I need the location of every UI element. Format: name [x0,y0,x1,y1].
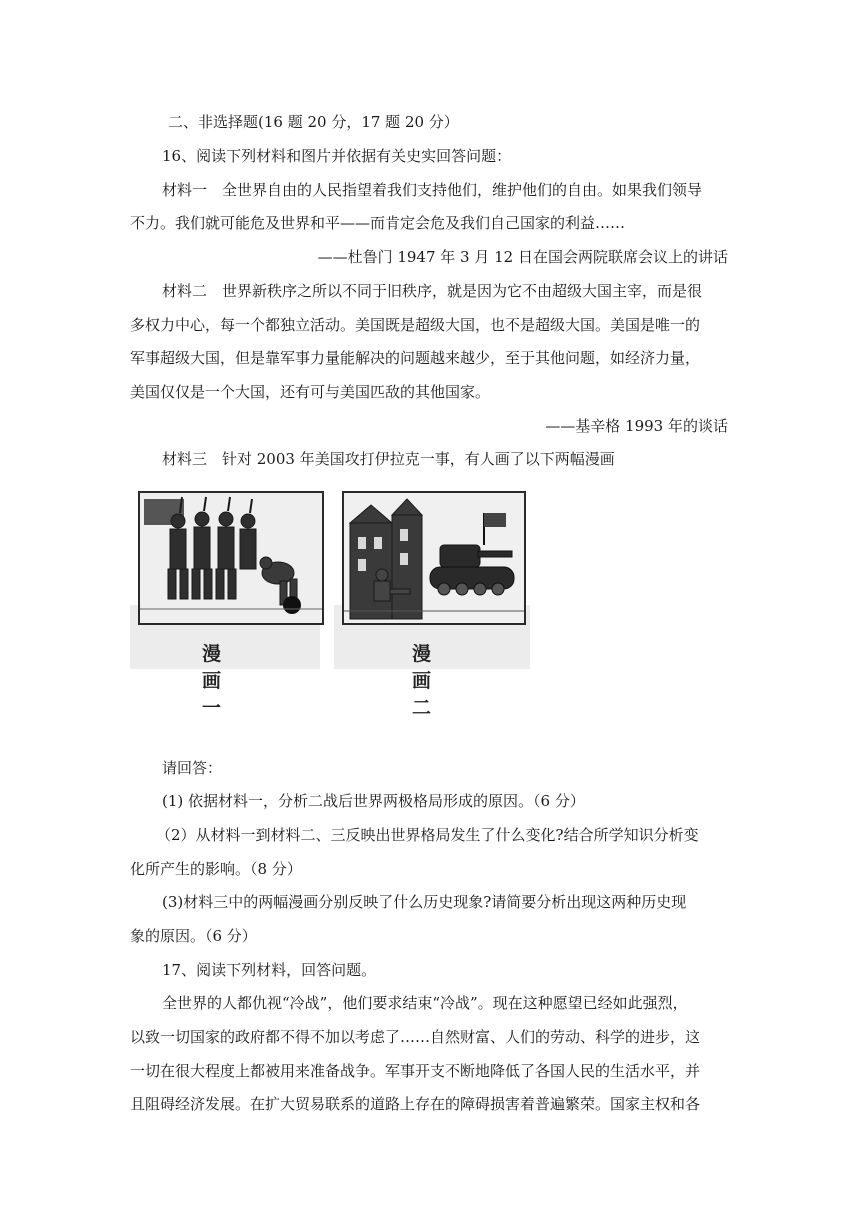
answer-prompt: 请回答： [162,759,223,777]
cartoon-two-caption: 漫画二 [412,643,433,719]
cartoon-two-image [342,491,526,625]
material-1-line-1: 材料一 全世界自由的人民指望着我们支持他们，维护他们的自由。如果我们领导 [162,181,703,199]
question-16-prompt: 16、阅读下列材料和图片并依据有关史实回答问题： [162,147,512,165]
section-title: 二、非选择题(16 题 20 分，17 题 20 分） [168,113,459,131]
question-17-passage-line-1: 全世界的人都仇视“冷战”，他们要求结束“冷战”。现在这种愿望已经如此强烈， [162,994,688,1012]
cartoon-one-caption: 漫画一 [202,643,223,719]
material-2-line-2: 多权力中心，每一个都独立活动。美国既是超级大国，也不是超级大国。美国是唯一的 [130,316,701,334]
sub-question-3-line-2: 象的原因。（6 分） [130,927,257,945]
material-2-line-4: 美国仅仅是一个大国，还有可与美国匹敌的其他国家。 [130,383,491,401]
material-2-line-1: 材料二 世界新秩序之所以不同于旧秩序，就是因为它不由超级大国主宰，而是很 [162,282,703,300]
material-2-line-3: 军事超级大国，但是靠军事力量能解决的问题越来越少，至于其他问题，如经济力量， [130,349,701,367]
question-17-passage-line-2: 以致一切国家的政府都不得不加以考虑了……自然财富、人们的劳动、科学的进步，这 [130,1028,701,1046]
material-3-line-1: 材料三 针对 2003 年美国攻打伊拉克一事，有人画了以下两幅漫画 [162,450,615,468]
question-17-passage-line-3: 一切在很大程度上都被用来准备战争。军事开支不断地降低了各国人民的生活水平，并 [130,1062,701,1080]
question-17-passage-line-4: 且阻碍经济发展。在扩大贸易联系的道路上存在的障碍损害着普遍繁荣。国家主权和各 [130,1095,701,1113]
sub-question-1: (1) 依据材料一，分析二战后世界两极格局形成的原因。（6 分） [162,792,585,810]
sub-question-3-line-1: (3)材料三中的两幅漫画分别反映了什么历史现象?请简要分析出现这两种历史现 [162,893,687,911]
cartoon-one-image [138,491,324,625]
question-17-prompt: 17、阅读下列材料，回答问题。 [162,961,377,979]
material-1-source: ——杜鲁门 1947 年 3 月 12 日在国会两院联席会议上的讲话 [317,248,728,266]
sub-question-2-line-2: 化所产生的影响。（8 分） [130,860,302,878]
material-2-source: ——基辛格 1993 年的谈话 [545,417,728,435]
sub-question-2-line-1: （2）从材料一到材料二、三反映出世界格局发生了什么变化?结合所学知识分析变 [156,826,699,844]
material-1-line-2: 不力。我们就可能危及世界和平——而肯定会危及我们自己国家的利益…… [130,214,626,232]
